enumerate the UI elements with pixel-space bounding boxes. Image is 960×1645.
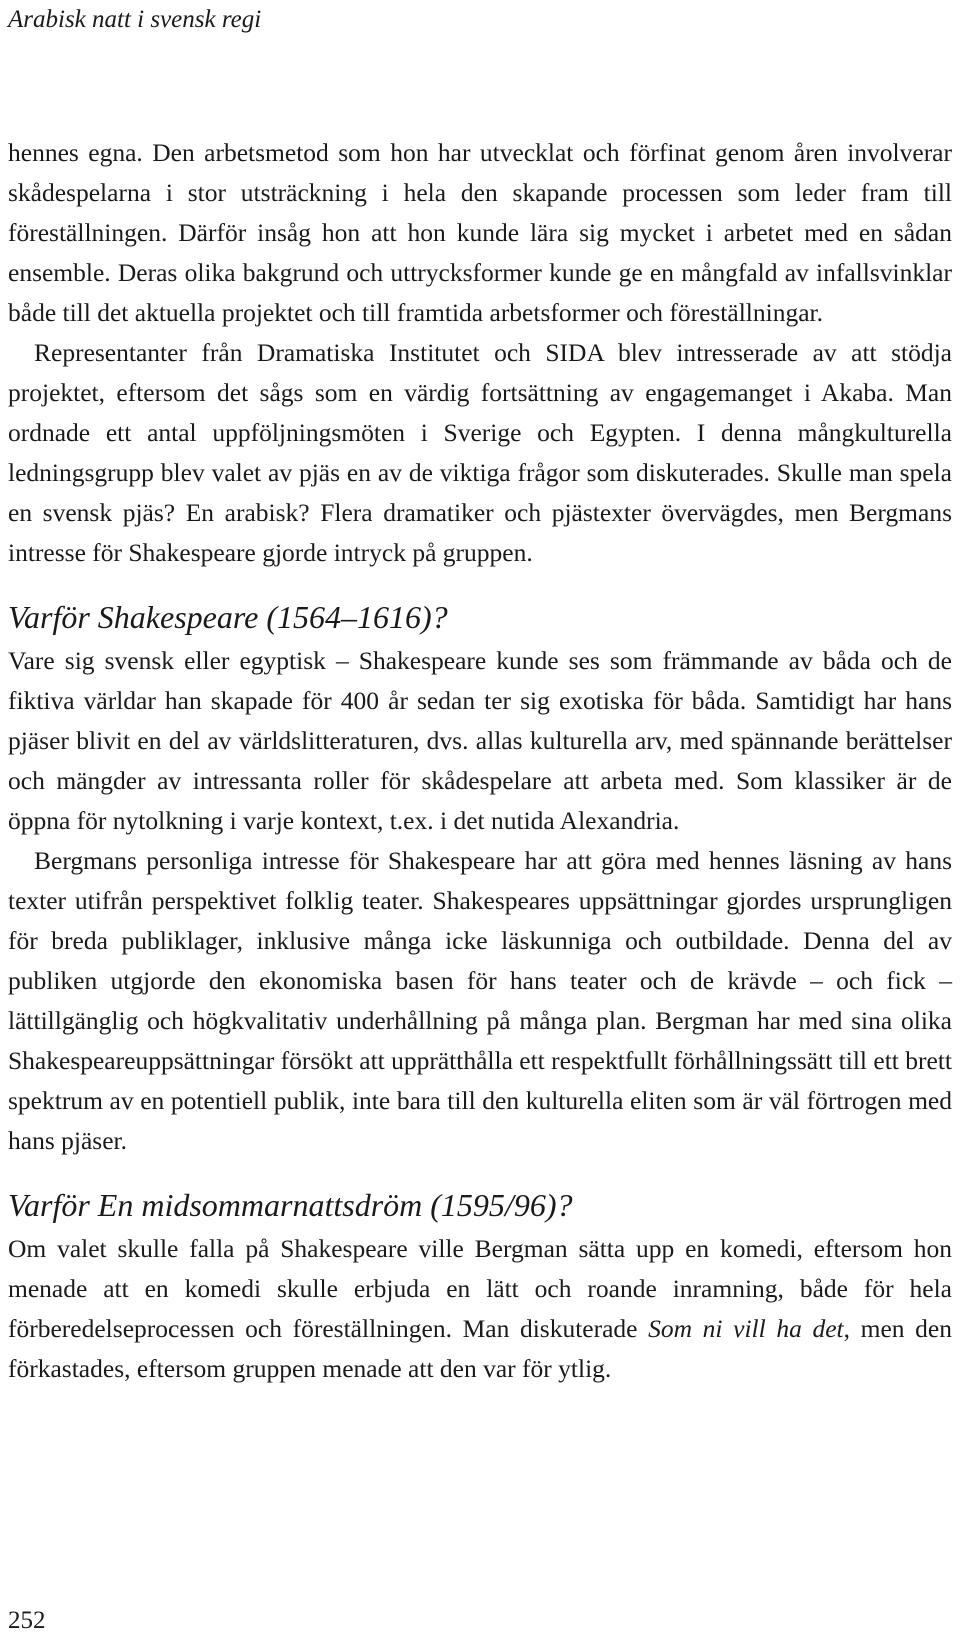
paragraph: Bergmans personliga intresse för Shakespeare har att göra med hennes läsning av hans texter utifrån perspektivet folklig teater. Shakespeares uppsättningar gjordes ursprungligen för breda publiklager, inklusive många icke läskunniga och outbildade. Denna del av publiken utgjorde den ekonomiska basen för hans teater och de krävde – och fick – lättillgänglig och högkvalitativ underhållning på många plan. Bergman har med sina olika Shakespeareuppsättningar försökt att upprätthålla ett respektfullt förhållningssätt till ett brett spektrum av en potentiell publik, inte bara till den kulturella eliten som är väl förtrogen med hans pjäser. xyxy=(8,846,952,1155)
section-heading: Varför En midsommarnattsdröm (1595/96)? xyxy=(8,1187,573,1223)
paragraph: hennes egna. Den arbetsmetod som hon har utvecklat och förfinat genom åren involverar skådespelarna i stor utsträckning i hela den skapande processen som leder fram till föreställningen. Därför insåg hon att hon kunde lära sig mycket i arbetet med en sådan ensemble. Deras olika bakgrund och uttrycksformer kunde ge en mångfald av infallsvinklar både till det aktuella projektet och till framtida arbetsformer och föreställningar. xyxy=(8,138,952,327)
section-heading: Varför Shakespeare (1564–1616)? xyxy=(8,599,448,635)
paragraph: Vare sig svensk eller egyptisk – Shakespeare kunde ses som främmande av båda och de fiktiva världar han skapade för 400 år sedan ter sig exotiska för båda. Samtidigt har hans pjäser blivit en del av världslitteraturen, dvs. allas kulturella arv, med spännande berättelser och mängder av intressanta roller för skådespelare att arbeta med. Som klassiker är de öppna för nytolkning i varje kontext, t.ex. i det nutida Alexandria. xyxy=(8,646,952,835)
page-number: 252 xyxy=(8,1607,46,1634)
paragraph-text: Om valet skulle falla på Shakespeare ville Bergman sätta upp en komedi, eftersom hon menade att en komedi skulle erbjuda en lätt och roande inramning, både för hela förberedelseprocessen och föreställningen. Man diskuterade xyxy=(8,1234,952,1343)
running-head: Arabisk natt i svensk regi xyxy=(8,6,262,33)
body-text xyxy=(8,133,952,1389)
paragraph: Representanter från Dramatiska Institutet och SIDA blev intresserade av att stödja projektet, eftersom det sågs som en värdig fortsättning av engagemanget i Akaba. Man ordnade ett antal uppföljningsmöten i Sverige och Egypten. I denna mångkulturella ledningsgrupp blev valet av pjäs en av de viktiga frågor som diskuterades. Skulle man spela en svensk pjäs? En arabisk? Flera dramatiker och pjästexter övervägdes, men Bergmans intresse för Shakespeare gjorde intryck på gruppen. xyxy=(8,338,952,567)
paragraph xyxy=(8,1229,952,1389)
work-title: Som ni vill ha det xyxy=(648,1314,844,1343)
paragraph-text: , men den förkastades, eftersom gruppen menade att den var för ytlig. xyxy=(8,1314,952,1383)
